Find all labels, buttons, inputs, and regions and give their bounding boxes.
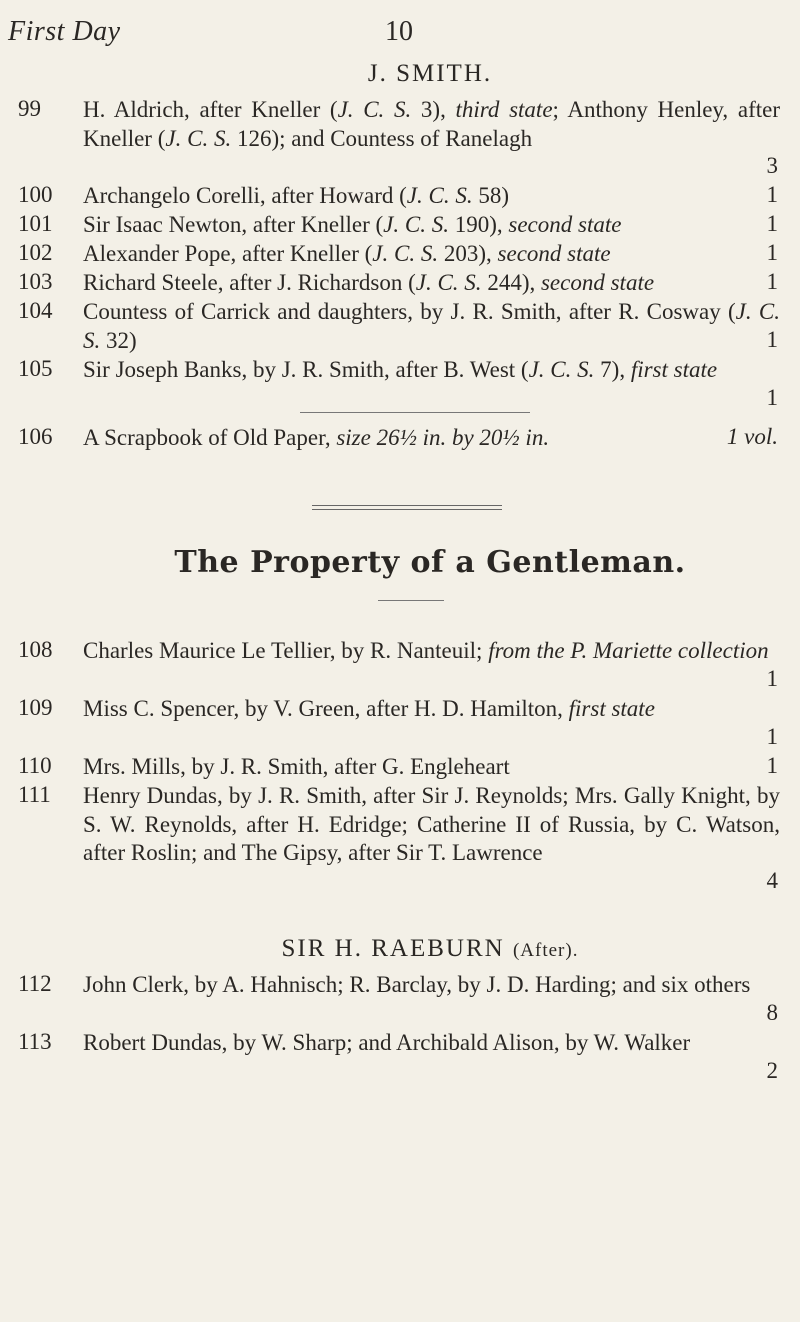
lot-number: 99 [18, 96, 41, 121]
lot-number: 110 [18, 753, 52, 778]
lot-quantity: 1 [766, 269, 778, 294]
lot-text-part: J. C. S. [372, 241, 439, 266]
page-number: 10 [385, 16, 413, 47]
lot-number: 104 [18, 298, 53, 323]
lot-quantity: 2 [766, 1058, 778, 1083]
lot-description [83, 240, 780, 269]
running-title: First Day [8, 16, 121, 47]
lot-text-part: Sir Joseph Banks, by J. R. Smith, after B. West ( [83, 357, 529, 382]
lot-description [83, 637, 780, 666]
lot-quantity: 4 [766, 868, 778, 893]
lot-text-part: second state [508, 212, 622, 237]
lot-number: 111 [18, 782, 51, 807]
lot-text-part: J. C. S. [528, 357, 595, 382]
lot-text-part: second state [497, 241, 611, 266]
section-heading-raeburn [60, 935, 800, 963]
lot-text-part: Charles Maurice Le Tellier, by R. Nanteuil; [83, 638, 489, 663]
section-heading-sub: (After). [512, 940, 579, 961]
lot-text-part: John Clerk, by A. Hahnisch; R. Barclay, by J. D. Harding; and six others [83, 972, 751, 997]
lot-text-part: 244), [481, 270, 541, 295]
lot-number: 109 [18, 695, 53, 720]
lot-number: 103 [18, 269, 53, 294]
lot-text-part: 32) [100, 327, 137, 353]
lot-text-part: size 26½ in. by 20½ in. [336, 425, 550, 450]
lot-description [83, 695, 780, 724]
lot-description [83, 1029, 780, 1058]
lot-text-part: 58) [472, 183, 510, 208]
lot-description [83, 424, 670, 453]
lot-text-part: J. C. S. [406, 183, 473, 208]
section-heading-property-of-a-gentleman: The Property of a Gentleman. [174, 545, 686, 580]
lot-text-part: 7), [594, 357, 631, 382]
lot-text-part: Henry Dundas, by J. R. Smith, after Sir J. Reynolds; Mrs. Gally Knight, by S. W. Reynolds, after H. Edridge; Catherine II of Russia, by C. Watson, after Roslin; and The Gipsy, after Sir T. Lawrence [83, 783, 780, 865]
lot-text-part: Sir Isaac Newton, after Kneller ( [83, 212, 384, 237]
lot-quantity: 1 [766, 666, 778, 691]
lot-quantity: 8 [766, 1000, 778, 1025]
lot-quantity: 1 vol. [726, 424, 778, 449]
lot-number: 113 [18, 1029, 52, 1054]
lot-text-part: from the P. Mariette collection [488, 638, 769, 663]
lot-description [83, 96, 780, 153]
lot-number: 102 [18, 240, 53, 265]
lot-text-part: H. Aldrich, after Kneller ( [83, 97, 338, 122]
lot-description [83, 753, 780, 782]
lot-description [83, 971, 780, 1000]
lot-text-part: ; Anthony Henley, after Kneller ( [83, 97, 780, 151]
lot-text-part: third state [455, 97, 553, 122]
lot-text-part: Alexander Pope, after Kneller ( [83, 241, 373, 266]
short-divider-rule [378, 600, 444, 601]
lot-text-part: Countess of Carrick and daughters, by J. R. Smith, after R. Cosway ( [83, 299, 736, 324]
lot-quantity: 1 [766, 182, 778, 207]
divider-rule [300, 412, 530, 413]
section-heading-j-smith: J. SMITH. [367, 60, 493, 87]
lot-text-part: 203), [438, 241, 498, 266]
lot-quantity: 1 [766, 385, 778, 410]
lot-quantity: 1 [766, 327, 778, 352]
lot-description [83, 182, 780, 211]
lot-text-part: 3), [411, 97, 456, 122]
lot-number: 108 [18, 637, 53, 662]
double-divider-rule [312, 505, 502, 510]
lot-description [83, 298, 780, 355]
lot-quantity: 1 [766, 724, 778, 749]
lot-quantity: 1 [766, 211, 778, 236]
lot-description [83, 782, 780, 868]
lot-text-part: A Scrapbook of Old Paper, [83, 425, 337, 450]
lot-description [83, 211, 780, 240]
lot-text-part: first state [568, 696, 655, 721]
lot-number: 106 [18, 424, 53, 449]
lot-text-part: J. C. S. [83, 299, 780, 353]
running-head [8, 16, 790, 56]
lot-text-part: J. C. S. [415, 270, 482, 295]
lot-number: 112 [18, 971, 52, 996]
lot-text-part: J. C. S. [165, 125, 232, 151]
lot-text-part: Robert Dundas, by W. Sharp; and Archibald Alison, by W. Walker [83, 1030, 691, 1055]
lot-text-part: Miss C. Spencer, by V. Green, after H. D. Hamilton, [83, 696, 569, 721]
lot-text-part: first state [630, 357, 718, 382]
lot-quantity: 1 [766, 753, 778, 778]
lot-text-part: Richard Steele, after J. Richardson ( [83, 270, 416, 295]
section-heading-main: SIR H. RAEBURN [281, 935, 505, 962]
lot-number: 100 [18, 182, 53, 207]
lot-text-part: Mrs. Mills, by J. R. Smith, after G. Engleheart [83, 754, 510, 779]
lot-quantity: 3 [766, 153, 778, 178]
lot-text-part: second state [540, 270, 655, 295]
lot-number: 101 [18, 211, 53, 236]
lot-text-part: Archangelo Corelli, after Howard ( [83, 183, 407, 208]
lot-description [83, 269, 780, 298]
lot-description [83, 356, 780, 385]
lot-number: 105 [18, 356, 53, 381]
lot-quantity: 1 [766, 240, 778, 265]
lot-text-part: 126); and Countess of Ranelagh [231, 125, 533, 151]
lot-text-part: 190), [448, 212, 509, 237]
lot-text-part: J. C. S. [337, 97, 412, 122]
lot-text-part: J. C. S. [383, 212, 449, 237]
